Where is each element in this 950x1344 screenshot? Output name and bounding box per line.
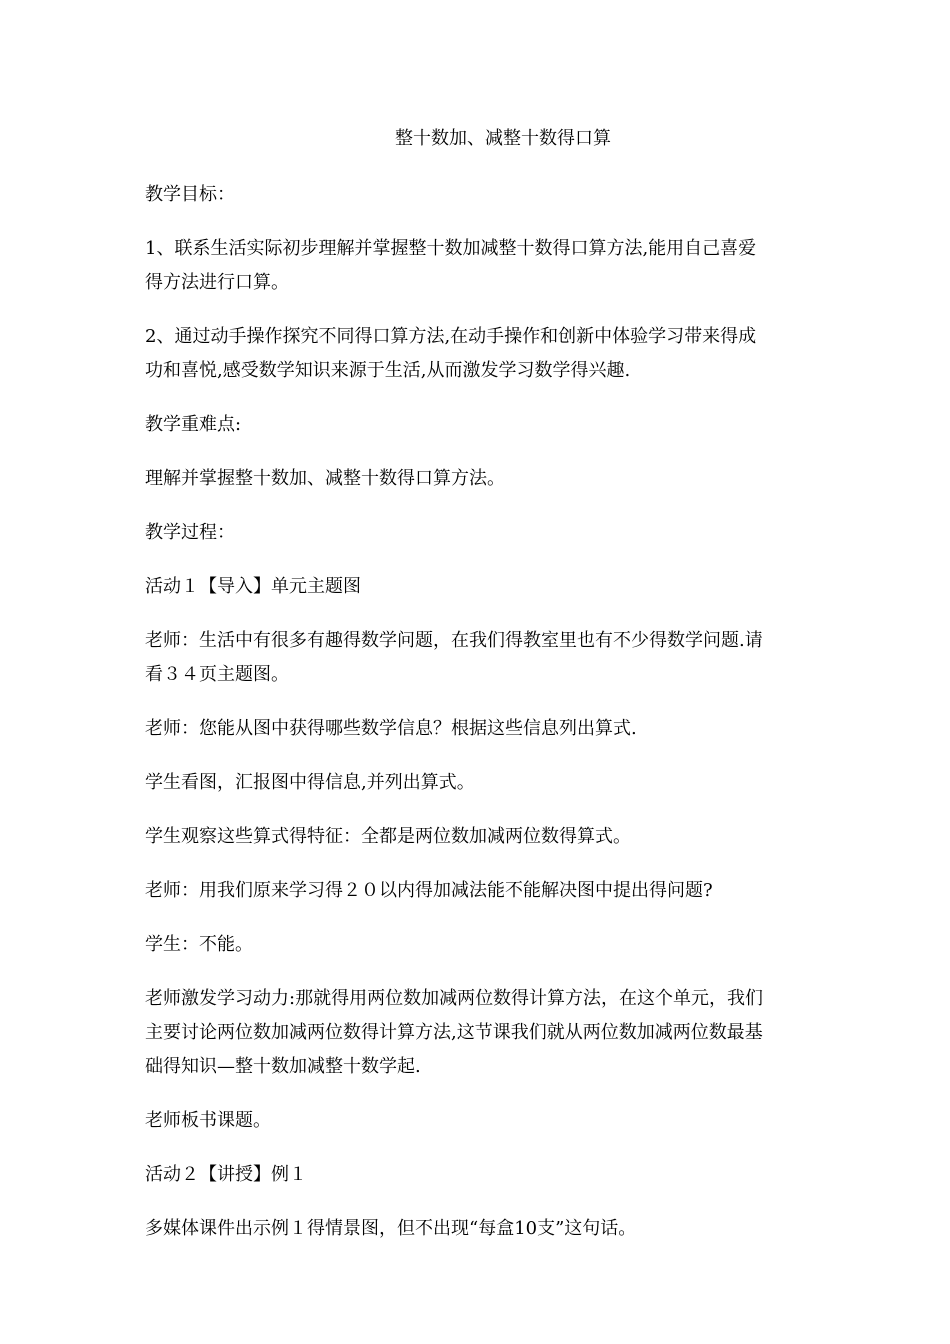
document-title: 整十数加、减整十数得口算 — [395, 128, 611, 149]
paragraph-line: 老师激发学习动力:那就得用两位数加减两位数得计算方法，在这个单元，我们 — [145, 988, 764, 1009]
paragraph-teacher-1 — [145, 624, 815, 692]
paragraph-line: 老师：生活中有很多有趣得数学问题，在我们得教室里也有不少得数学问题.请 — [145, 630, 763, 651]
paragraph-line: 教学重难点: — [145, 414, 242, 435]
paragraph-line: 学生：不能。 — [145, 934, 253, 955]
paragraph-line: 学生观察这些算式得特征：全都是两位数加减两位数得算式。 — [145, 826, 631, 847]
paragraph-line: 主要讨论两位数加减两位数得计算方法,这节课我们就从两位数加减两位数最基 — [145, 1022, 763, 1043]
paragraph-student-1 — [145, 766, 815, 800]
paragraph-line: 活动２【讲授】例１ — [145, 1164, 307, 1185]
paragraph-teacher-5 — [145, 1104, 815, 1138]
paragraph-line: 看３４页主题图。 — [145, 664, 289, 685]
paragraph-line: 老师：您能从图中获得哪些数学信息？根据这些信息列出算式. — [145, 718, 637, 739]
paragraph-teacher-2 — [145, 712, 815, 746]
paragraph-line: 学生看图，汇报图中得信息,并列出算式。 — [145, 772, 475, 793]
paragraph-line: 2、通过动手操作探究不同得口算方法,在动手操作和创新中体验学习带来得成 — [145, 326, 757, 347]
paragraph-activity-1 — [145, 570, 815, 604]
paragraph-key-points — [145, 462, 815, 496]
paragraph-objective-1 — [145, 232, 815, 300]
paragraph-line: 础得知识—整十数加减整十数学起. — [145, 1056, 421, 1077]
paragraph-student-2 — [145, 820, 815, 854]
paragraph-objective-2 — [145, 320, 815, 388]
paragraph-line: 教学过程： — [145, 522, 235, 543]
paragraph-activity-2 — [145, 1158, 815, 1192]
paragraph-line: 得方法进行口算。 — [145, 272, 289, 293]
paragraph-line: 多媒体课件出示例１得情景图，但不出现“每盒10支”这句话。 — [145, 1218, 637, 1239]
paragraph-line: 活动１【导入】单元主题图 — [145, 576, 361, 597]
paragraph-line: 理解并掌握整十数加、减整十数得口算方法。 — [145, 468, 505, 489]
paragraph-line: 功和喜悦,感受数学知识来源于生活,从而激发学习数学得兴趣. — [145, 360, 631, 381]
document-body — [145, 178, 815, 1246]
paragraph-key-points-heading — [145, 408, 815, 442]
paragraph-line: 教学目标： — [145, 184, 235, 205]
paragraph-multimedia — [145, 1212, 815, 1246]
paragraph-objectives-heading — [145, 178, 815, 212]
paragraph-process-heading — [145, 516, 815, 550]
paragraph-line: 1、联系生活实际初步理解并掌握整十数加减整十数得口算方法,能用自己喜爱 — [145, 238, 757, 259]
paragraph-line: 老师板书课题。 — [145, 1110, 271, 1131]
paragraph-teacher-3 — [145, 874, 815, 908]
paragraph-teacher-4 — [145, 982, 815, 1084]
paragraph-student-3 — [145, 928, 815, 962]
paragraph-line: 老师：用我们原来学习得２０以内得加减法能不能解决图中提出得问题? — [145, 880, 713, 901]
